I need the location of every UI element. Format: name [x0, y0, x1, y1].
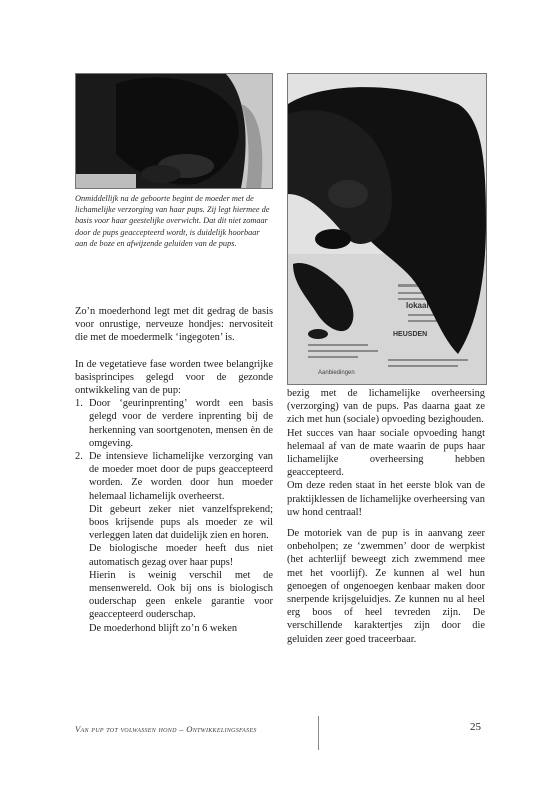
list-item-text: Door ‘geurinprenting’ wordt een basis gelegd voor de verdere inprenting bij de herkenning van soortgenoten, mensen èn de omgeving.: [89, 398, 273, 449]
body-paragraph: bezig met de lichamelijke overheersing (verzorging) van de pups. Pas daarna gaat ze zich met hun (sociale) opvoeding bezighouden.: [287, 388, 485, 426]
list-item: [75, 397, 273, 450]
newspaper-label-3: Aanbiedingen: [318, 370, 355, 376]
list-item-paragraph: Hierin is weinig verschil met de mensenwereld. Ook bij ons is biologisch ouderschap geen enkele garantie voor geaccepteerd ouderschap.: [89, 569, 273, 621]
right-column: [287, 387, 485, 646]
photo-mother-nursing-pups-image: [288, 74, 486, 384]
newspaper-label-1: lokaal: [406, 301, 429, 310]
body-paragraph: Het succes van haar sociale opvoeding hangt helemaal af van de mate waarin de pups haar lichamelijke overheersing hebben geaccepteerd.: [287, 427, 485, 479]
list-item-paragraph: Dit gebeurt zeker niet vanzelfsprekend; boos krijsende pups als moeder ze wil verleggen laten dat duidelijk zien en horen.: [89, 503, 273, 542]
list-item-paragraph: De biologische moeder heeft dus niet automatisch gezag over haar pups!: [89, 543, 273, 568]
page-number: 25: [470, 721, 481, 733]
photo-mother-with-newborn-image: [76, 74, 272, 188]
body-paragraph: Om deze reden staat in het eerste blok van de praktijklessen de lichamelijke overheersing van uw hond centraal!: [287, 480, 485, 518]
list-item-text: De intensieve lichamelijke verzorging van de moeder moet door de pups geaccepteerd worden. Ze worden door hun moeder helemaal lichamelijk overheerst.: [89, 451, 273, 502]
list-item-number: 2.: [75, 451, 83, 463]
caption-text: Onmiddellijk na de geboorte begint de moeder met de lichamelijke verzorging van haar pups. Zij legt hiermee de basis voor haar geestelijke overwicht. Dat dit niet zomaar door de pups geaccepteerd wordt, is duidelijk hoorbaar aan de boze en afwijzende geluiden van de pups.: [75, 194, 270, 248]
list-item-number: 1.: [75, 398, 83, 410]
newspaper-label-2: HEUSDEN: [393, 331, 428, 338]
footer-divider: [318, 716, 319, 750]
lead-paragraph: In de vegetatieve fase worden twee belangrijke basisprincipes gelegd voor de gezonde ontwikkeling van de pup:: [75, 358, 273, 397]
running-footer-title: Van pup tot volwassen hond – Ontwikkelingsfases: [75, 724, 257, 734]
left-column: [75, 305, 273, 635]
body-paragraph: De motoriek van de pup is in aanvang zeer onbeholpen; ze ‘zwemmen’ door de werpkist (het achterlijf beweegt zich zwemmend mee met het voorlijf). Ze kunnen al wel hun genoegen of ongenoegen kenbaar maken door snerpende krijsgeluidjes. Ze kunnen nu al heel erg boos of heel tevreden zijn. De verschillende karaktertjes zijn door die geluiden zeer goed traceerbaar.: [287, 528, 485, 645]
list-item-paragraph: De moederhond blijft zo’n 6 weken: [89, 622, 238, 634]
list-item: [75, 450, 273, 635]
photo-caption: [75, 193, 273, 249]
photo-mother-nursing-pups: [287, 73, 487, 385]
principles-list: [75, 397, 273, 635]
intro-paragraph: Zo’n moederhond legt met dit gedrag de basis voor onrustige, nerveuze hondjes: nervositeit die met de moedermelk ‘ingegoten’ is.: [75, 306, 273, 344]
photo-mother-with-newborn: [75, 73, 273, 189]
